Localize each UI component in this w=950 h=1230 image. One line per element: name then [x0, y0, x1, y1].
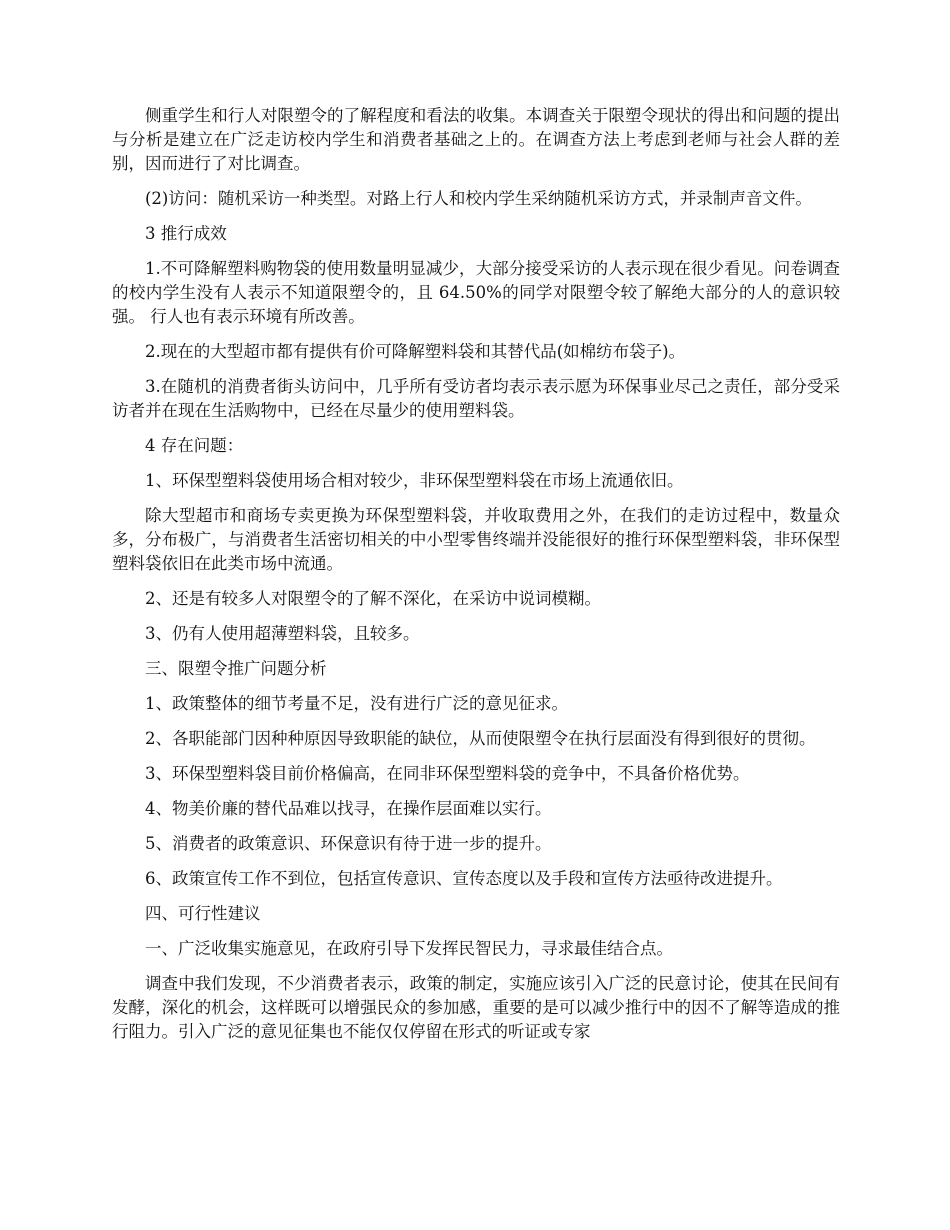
- paragraph-suggestion-1: 一、广泛收集实施意见，在政府引导下发挥民智民力，寻求最佳结合点。: [145, 939, 673, 958]
- heading-suggestions: 四、可行性建议: [145, 904, 261, 923]
- paragraph-analysis-6: 6、政策宣传工作不到位，包括宣传意识、宣传态度以及手段和宣传方法亟待改进提升。: [145, 869, 783, 888]
- heading-problems: 4 存在问题：: [145, 436, 244, 455]
- paragraph-problem-2: 2、还是有较多人对限塑令的了解不深化，在采访中说词模糊。: [145, 589, 601, 608]
- paragraph-analysis-4: 4、物美价廉的替代品难以找寻，在操作层面难以实行。: [145, 799, 552, 818]
- paragraph-problem-1: 1、环保型塑料袋使用场合相对较少，非环保型塑料袋在市场上流通依旧。: [145, 471, 684, 490]
- paragraph-suggestion-1-detail: 调查中我们发现，不少消费者表示，政策的制定，实施应该引入广泛的民意讨论，使其在民间有发酵，深化的机会，这样既可以增强民众的参加感，重要的是可以减少推行中的因不了解等造成的推行阻力。引入广泛的意见征集也不能仅仅停留在形式的听证或专家: [112, 974, 840, 1041]
- paragraph-problem-3: 3、仍有人使用超薄塑料袋，且较多。: [145, 624, 420, 643]
- paragraph-result-3: 3.在随机的消费者街头访问中，几乎所有受访者均表示表示愿为环保事业尽己之责任，部分受采访者并在现在生活购物中，已经在尽量少的使用塑料袋。: [112, 377, 840, 420]
- paragraph-result-1: 1.不可降解塑料购物袋的使用数量明显减少，大部分接受采访的人表示现在很少看见。问卷调查的校内学生没有人表示不知道限塑令的，且 64.50%的同学对限塑令较了解绝大部分的人的意识较强。 行人也有表示环境有所改善。: [112, 259, 840, 326]
- paragraph-problem-1-detail: 除大型超市和商场专卖更换为环保型塑料袋，并收取费用之外，在我们的走访过程中，数量众多，分布极广，与消费者生活密切相关的中小型零售终端并没能很好的推行环保型塑料袋，非环保型塑料袋依旧在此类市场中流通。: [112, 506, 840, 573]
- paragraph-analysis-2: 2、各职能部门因种种原因导致职能的缺位，从而使限塑令在执行层面没有得到很好的贯彻。: [145, 729, 816, 748]
- document-body: [112, 104, 840, 1055]
- paragraph-analysis-5: 5、消费者的政策意识、环保意识有待于进一步的提升。: [145, 834, 552, 853]
- paragraph-interview-method: (2)访问：随机采访一种类型。对路上行人和校内学生采纳随机采访方式，并录制声音文件。: [145, 189, 812, 208]
- heading-analysis: 三、限塑令推广问题分析: [145, 659, 327, 678]
- paragraph-result-2: 2.现在的大型超市都有提供有价可降解塑料袋和其替代品(如棉纺布袋子)。: [145, 342, 686, 361]
- heading-results: 3 推行成效: [145, 224, 227, 243]
- paragraph-analysis-3: 3、环保型塑料袋目前价格偏高，在同非环保型塑料袋的竞争中，不具备价格优势。: [145, 764, 750, 783]
- paragraph-survey-focus: 侧重学生和行人对限塑令的了解程度和看法的收集。本调查关于限塑令现状的得出和问题的提出与分析是建立在广泛走访校内学生和消费者基础之上的。在调查方法上考虑到老师与社会人群的差别，因而进行了对比调查。: [112, 106, 840, 173]
- paragraph-analysis-1: 1、政策整体的细节考量不足，没有进行广泛的意见征求。: [145, 694, 568, 713]
